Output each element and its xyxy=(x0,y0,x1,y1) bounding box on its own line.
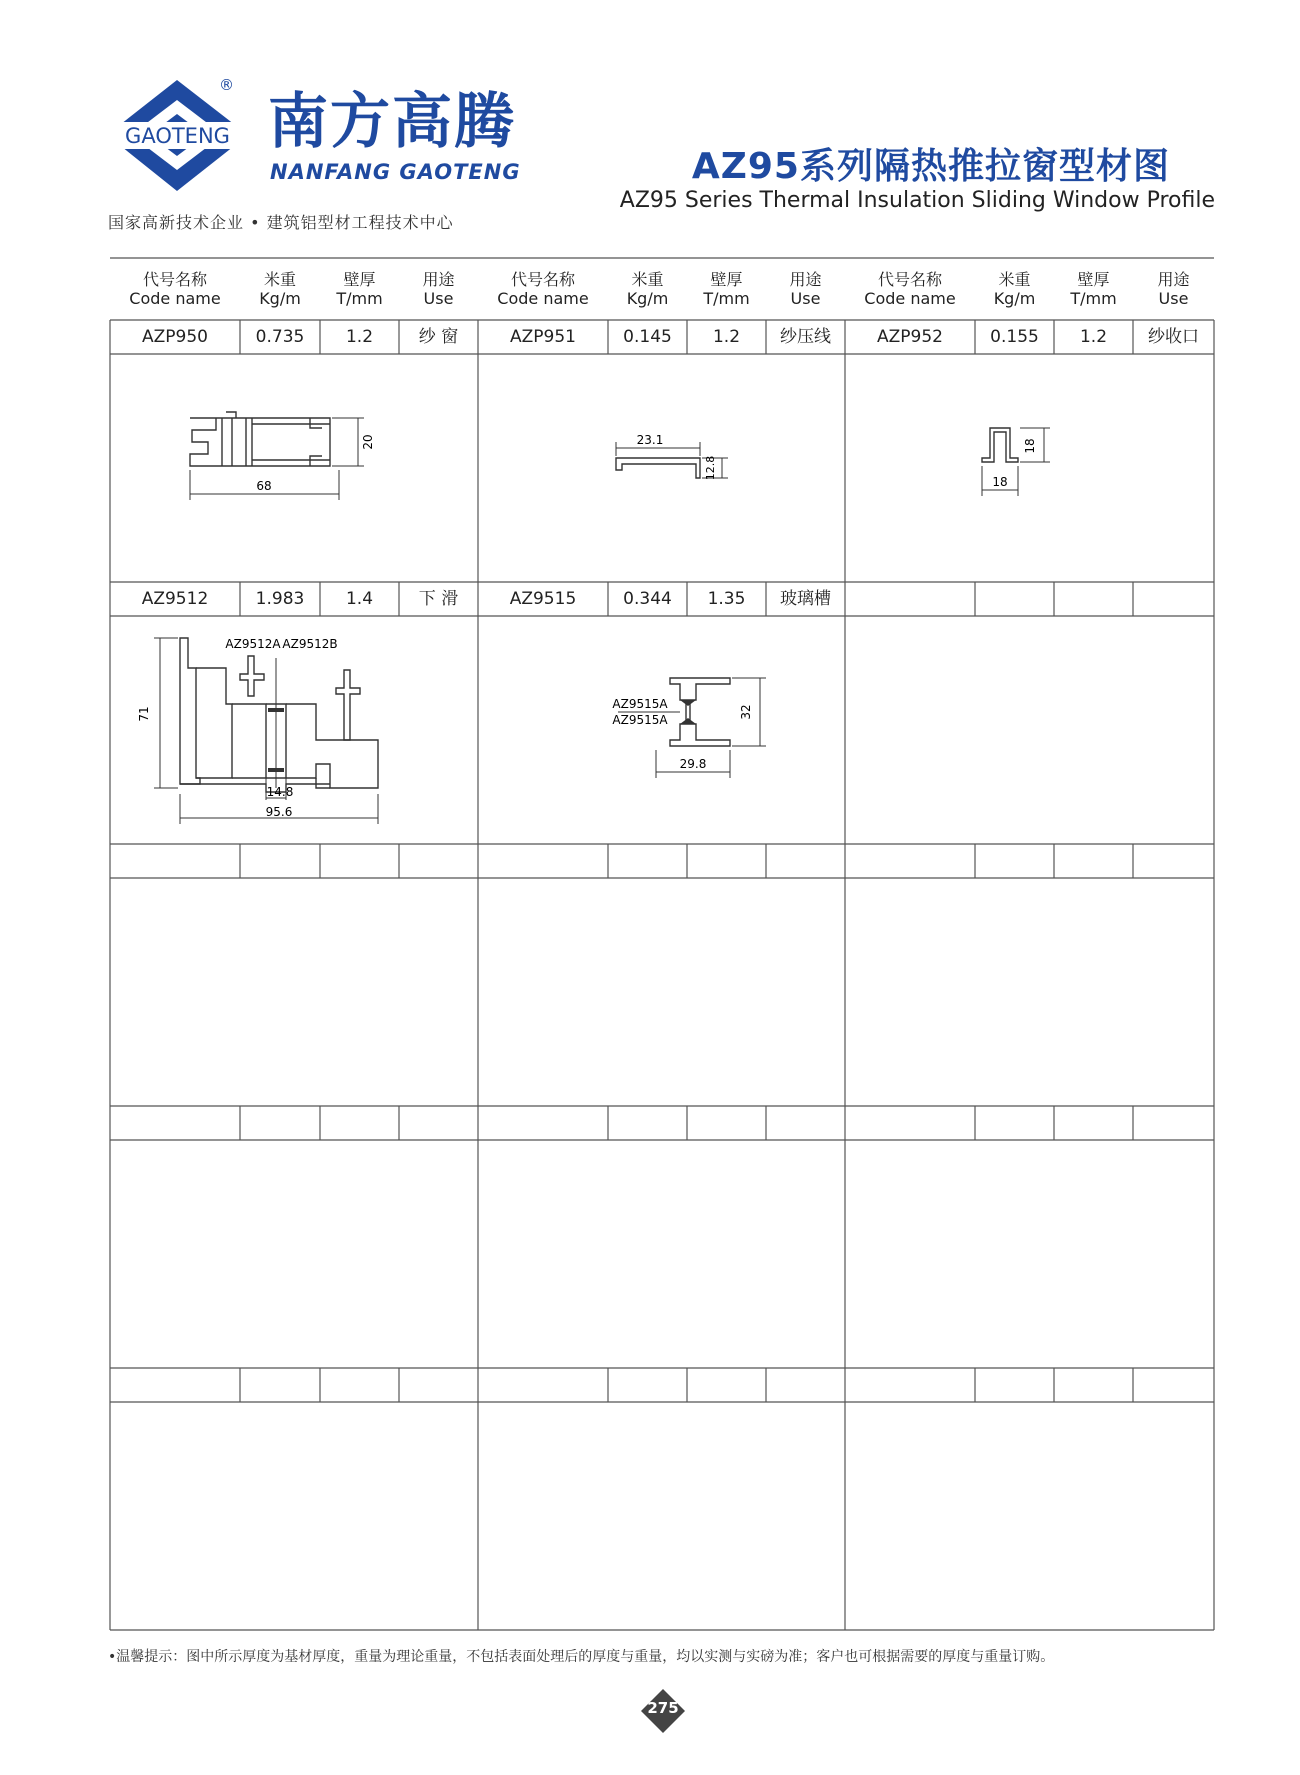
cell-weight xyxy=(975,844,1054,878)
dim-azp952-height: 18 xyxy=(1023,438,1037,454)
dim-az9515-width: 29.8 xyxy=(679,757,707,771)
label-az9512b: AZ9512B xyxy=(282,637,338,651)
footnote: •温馨提示：图中所示厚度为基材厚度，重量为理论重量，不包括表面处理后的厚度与重量，均以实测与实磅为准；客户也可根据需要的厚度与重量订购。 xyxy=(108,1649,1055,1665)
cell-thickness: 1.2 xyxy=(1079,326,1108,347)
header-cn: 壁厚 xyxy=(1077,269,1110,289)
dim-azp951-height: 12.8 xyxy=(704,455,717,481)
dim-az9512-height: 71 xyxy=(137,706,151,722)
header-cn: 米重 xyxy=(998,269,1031,289)
cell-thickness xyxy=(1054,844,1133,878)
cell-use xyxy=(766,1368,845,1402)
cell-code xyxy=(845,844,975,878)
dim-az9512-gap: 14.8 xyxy=(266,785,294,799)
cell-use xyxy=(1133,1106,1214,1140)
cell-thickness xyxy=(320,844,399,878)
cell-use: 纱压线 xyxy=(780,326,831,347)
cell-weight: 0.155 xyxy=(990,326,1039,347)
header-cell xyxy=(608,258,687,320)
header-en: T/mm xyxy=(1070,289,1117,308)
cell-code xyxy=(110,1106,240,1140)
profile-table xyxy=(110,258,1214,1637)
cell-code xyxy=(478,844,608,878)
cell-weight xyxy=(608,844,687,878)
cell-weight xyxy=(975,1368,1054,1402)
cell-weight xyxy=(608,1106,687,1140)
drawing-az9515 xyxy=(570,658,790,798)
cell-use xyxy=(766,844,845,878)
label-az9512a: AZ9512A xyxy=(225,637,281,651)
cell-thickness xyxy=(687,844,766,878)
cell-use xyxy=(399,844,478,878)
gaoteng-logo xyxy=(105,78,250,193)
cell-code: AZ9515 xyxy=(509,588,577,609)
header-cn: 米重 xyxy=(263,269,296,289)
header-cn: 代号名称 xyxy=(142,269,207,289)
header-cn: 壁厚 xyxy=(343,269,376,289)
cell-weight xyxy=(608,1368,687,1402)
cell-code: AZP950 xyxy=(142,326,208,347)
brand-name-en: NANFANG GAOTENG xyxy=(270,160,521,184)
cell-thickness: 1.2 xyxy=(345,326,374,347)
cell-thickness xyxy=(320,1106,399,1140)
cell-weight: 0.735 xyxy=(255,326,305,347)
page-title-en: AZ95 Series Thermal Insulation Sliding Window Profile xyxy=(619,188,1215,213)
header-en: Code name xyxy=(497,289,589,308)
header-en: Code name xyxy=(864,289,956,308)
dim-azp950-height: 20 xyxy=(361,434,375,450)
header-en: Code name xyxy=(129,289,221,308)
cell-code xyxy=(110,1368,240,1402)
cell-weight: 0.344 xyxy=(623,588,672,609)
cell-weight xyxy=(240,1368,320,1402)
dim-azp952-width: 18 xyxy=(992,475,1008,489)
header-en: Use xyxy=(423,289,454,308)
dim-azp950-width: 68 xyxy=(256,479,272,493)
header-cell xyxy=(320,258,399,320)
page-title-cn: AZ95系列隔热推拉窗型材图 xyxy=(691,146,1170,187)
header-cell xyxy=(399,258,478,320)
cell-use: 下 滑 xyxy=(418,588,459,609)
dim-az9512-width: 95.6 xyxy=(265,805,293,819)
cell-code xyxy=(845,582,975,616)
tagline: 国家高新技术企业 • 建筑铝型材工程技术中心 xyxy=(108,213,454,232)
cell-thickness: 1.35 xyxy=(707,588,746,609)
cell-weight xyxy=(975,1106,1054,1140)
cell-code xyxy=(478,1106,608,1140)
cell-weight xyxy=(975,582,1054,616)
cell-use xyxy=(1133,582,1214,616)
cell-use xyxy=(1133,1368,1214,1402)
cell-code: AZ9512 xyxy=(141,588,209,609)
cell-use: 纱 窗 xyxy=(418,326,459,347)
header-cell xyxy=(1054,258,1133,320)
header-en: Kg/m xyxy=(259,289,301,308)
brand-name-cn: 南方高腾 xyxy=(268,87,516,157)
cell-code: AZP952 xyxy=(877,326,943,347)
cell-thickness xyxy=(687,1368,766,1402)
header-en: T/mm xyxy=(336,289,383,308)
header-cn: 代号名称 xyxy=(877,269,942,289)
label-az9515-1: AZ9515A xyxy=(612,697,668,711)
label-az9515-2: AZ9515A xyxy=(612,713,668,727)
cell-use: 纱收口 xyxy=(1148,326,1199,347)
header-cell xyxy=(975,258,1054,320)
header-cell xyxy=(687,258,766,320)
cell-code xyxy=(478,1368,608,1402)
header-en: T/mm xyxy=(703,289,750,308)
header-cell xyxy=(766,258,845,320)
header-cn: 代号名称 xyxy=(510,269,575,289)
cell-use xyxy=(399,1106,478,1140)
header-en: Kg/m xyxy=(626,289,669,308)
drawing-azp950 xyxy=(180,408,400,518)
drawing-azp951 xyxy=(600,418,740,518)
registered-mark: ® xyxy=(219,76,234,94)
cell-weight: 0.145 xyxy=(623,326,672,347)
page-number: 275 xyxy=(647,1699,679,1717)
cell-code xyxy=(110,844,240,878)
header-cn: 用途 xyxy=(1157,269,1190,289)
header-cell xyxy=(240,258,320,320)
header-cell xyxy=(845,258,975,320)
cell-thickness xyxy=(1054,1106,1133,1140)
cell-use xyxy=(399,1368,478,1402)
header-en: Use xyxy=(1158,289,1189,308)
dim-az9515-height: 32 xyxy=(739,704,753,720)
drawing-azp952 xyxy=(970,418,1080,518)
cell-weight xyxy=(240,1106,320,1140)
cell-weight: 1.983 xyxy=(255,588,305,609)
header-cn: 用途 xyxy=(422,269,455,289)
header-cn: 用途 xyxy=(789,269,822,289)
dim-azp951-width: 23.1 xyxy=(636,433,664,447)
header-cell xyxy=(478,258,608,320)
drawing-az9512 xyxy=(137,628,480,848)
cell-thickness xyxy=(687,1106,766,1140)
cell-use xyxy=(766,1106,845,1140)
cell-thickness xyxy=(320,1368,399,1402)
cell-code: AZP951 xyxy=(510,326,576,347)
header-en: Kg/m xyxy=(993,289,1036,308)
header-cell xyxy=(110,258,240,320)
cell-code xyxy=(845,1368,975,1402)
cell-thickness xyxy=(1054,582,1133,616)
cell-thickness xyxy=(1054,1368,1133,1402)
cell-use: 玻璃槽 xyxy=(780,588,831,609)
header-cn: 壁厚 xyxy=(710,269,743,289)
cell-thickness: 1.4 xyxy=(345,588,374,609)
header-cell xyxy=(1133,258,1214,320)
header-en: Use xyxy=(790,289,821,308)
cell-thickness: 1.2 xyxy=(712,326,741,347)
cell-weight xyxy=(240,844,320,878)
cell-use xyxy=(1133,844,1214,878)
logo-text: GAOTENG xyxy=(125,124,230,148)
cell-code xyxy=(845,1106,975,1140)
header-cn: 米重 xyxy=(631,269,664,289)
